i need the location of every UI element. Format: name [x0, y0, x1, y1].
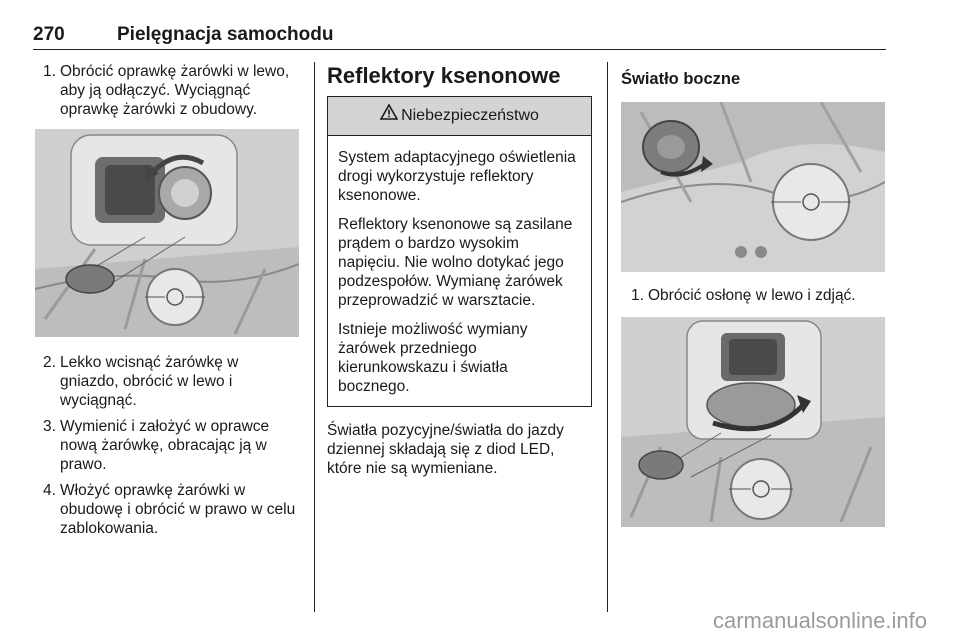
body-paragraph: Światła pozycyjne/światła do jazdy dziennej składają się z diod LED, które nie są wymieniane.	[327, 422, 564, 477]
step-list	[621, 286, 886, 305]
step-item	[621, 286, 886, 305]
step-list-continued	[33, 353, 301, 538]
step-number: 3.	[43, 418, 56, 435]
warning-body	[328, 136, 591, 406]
page-number: 270	[33, 24, 65, 45]
step-list	[33, 62, 301, 119]
step-text: Wymienić i założyć w oprawce nową żarówkę, obracając ją w prawo.	[60, 418, 270, 473]
step-number: 4.	[43, 482, 56, 499]
section-title: Reflektory ksenonowe	[327, 63, 561, 88]
column-divider-1	[314, 62, 315, 612]
side-light-cover-illustration	[621, 102, 885, 272]
warning-header	[328, 97, 591, 136]
step-number: 2.	[43, 354, 56, 371]
subsection-title: Światło boczne	[621, 70, 741, 88]
warning-box	[327, 96, 592, 407]
step-item	[33, 62, 301, 119]
column-divider-2	[607, 62, 608, 612]
step-text: Obrócić osłonę w lewo i zdjąć.	[648, 287, 856, 304]
warning-triangle-icon	[380, 97, 398, 135]
side-light-bulb-illustration	[621, 317, 885, 527]
step-item	[33, 417, 301, 474]
step-text: Lekko wcisnąć żarówkę w gniazdo, obrócić w lewo i wyciągnąć.	[60, 354, 239, 409]
warning-title: Niebezpieczeństwo	[401, 107, 539, 125]
warning-paragraph: Istnieje możliwość wymiany żarówek przedniego kierunkowskazu i światła bocznego.	[338, 321, 528, 395]
step-number: 1.	[43, 63, 56, 80]
running-title: Pielęgnacja samochodu	[117, 24, 334, 45]
step-text: Obrócić oprawkę żarówki w lewo, aby ją odłączyć. Wyciągnąć oprawkę żarówki z obudowy.	[60, 63, 290, 118]
column-2	[327, 62, 592, 494]
column-1	[33, 62, 301, 545]
header-rule	[33, 49, 886, 50]
page-header	[33, 24, 885, 52]
step-text: Włożyć oprawkę żarówki w obudowę i obrócić w prawo w celu zablokowania.	[60, 482, 296, 537]
warning-paragraph: Reflektory ksenonowe są zasilane prądem o bardzo wysokim napięciu. Nie wolno dotykać jego podzespołów. Wymianę żarówek przeprowadzić w warsztacie.	[338, 216, 573, 309]
watermark: carmanualsonline.info	[712, 608, 927, 633]
step-number: 1.	[631, 287, 644, 304]
warning-paragraph: System adaptacyjnego oświetlenia drogi wykorzystuje reflektory ksenonowe.	[338, 149, 576, 204]
bulb-holder-illustration	[35, 129, 299, 337]
step-item	[33, 481, 301, 538]
step-item	[33, 353, 301, 410]
column-3	[621, 62, 886, 527]
